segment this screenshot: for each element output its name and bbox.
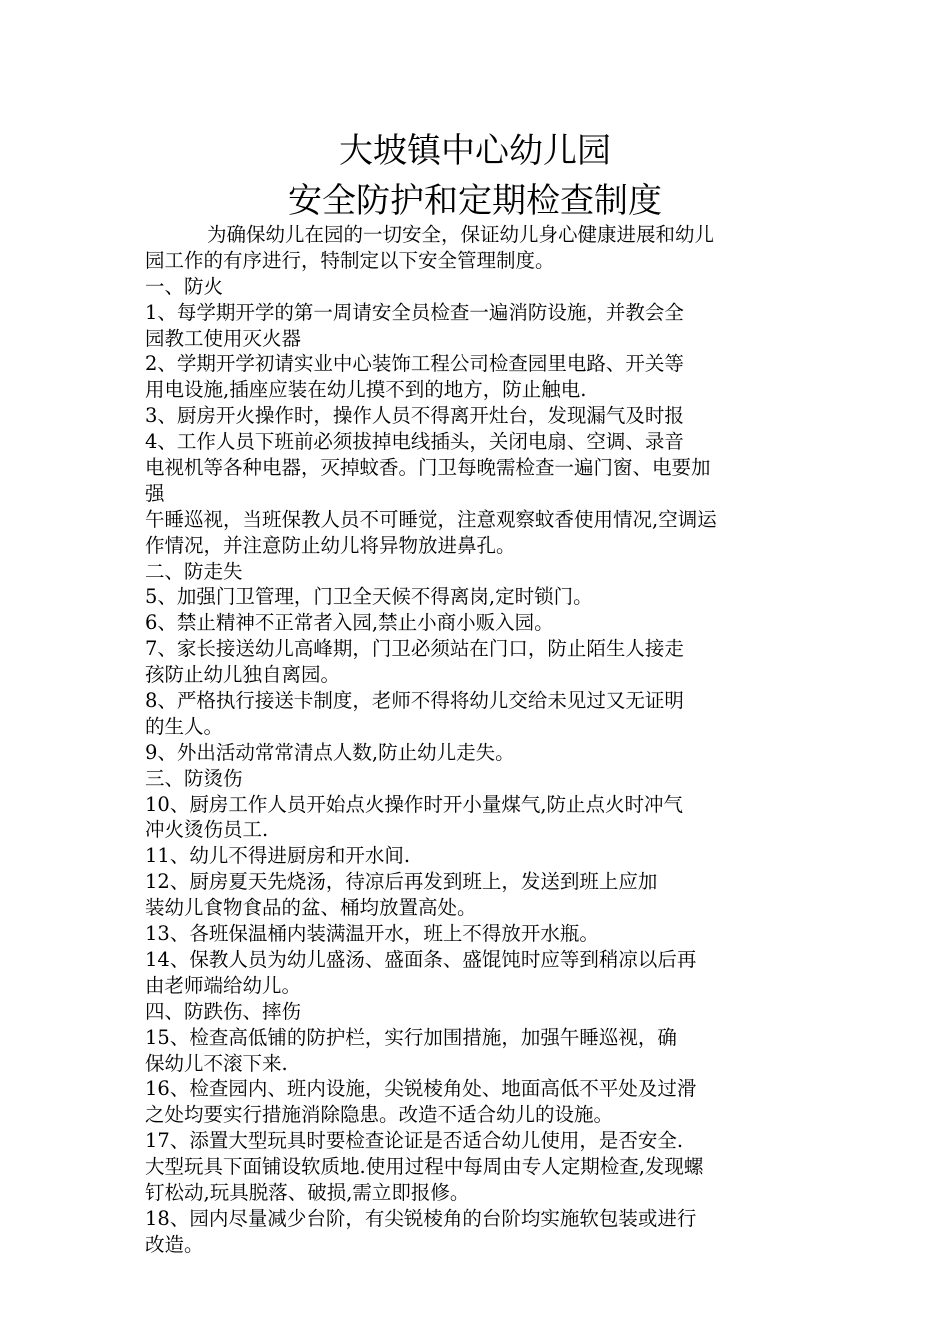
section-heading: 三、防烫伤: [145, 766, 243, 790]
rule-item-line: 大型玩具下面铺设软质地.使用过程中每周由专人定期检查,发现螺: [145, 1155, 704, 1179]
rule-item-line: 15、检查高低铺的防护栏，实行加围措施，加强午睡巡视，确: [145, 1025, 677, 1049]
rule-item-line: 的生人。: [145, 714, 224, 738]
rule-item-line: 18、园内尽量减少台阶，有尖锐棱角的台阶均实施软包装或进行: [145, 1206, 697, 1230]
rule-item-line: 作情况，并注意防止幼儿将异物放进鼻孔。: [145, 533, 516, 557]
rule-item-line: 午睡巡视，当班保教人员不可睡觉，注意观察蚊香使用情况,空调运: [145, 507, 717, 531]
document-body: [145, 222, 835, 1258]
rule-item-line: 改造。: [145, 1232, 204, 1256]
rule-item-line: 电视机等各种电器，灭掉蚊香。门卫每晚需检查一遍门窗、电要加: [145, 456, 711, 480]
rule-item-line: 7、家长接送幼儿高峰期，门卫必须站在门口，防止陌生人接走: [145, 637, 684, 661]
rule-item-line: 冲火烫伤员工.: [145, 818, 269, 842]
rule-item-line: 11、幼儿不得进厨房和开水间.: [145, 844, 411, 868]
document-title: 大坡镇中心幼儿园: [339, 131, 611, 171]
rule-item-line: 装幼儿食物食品的盆、桶均放置高处。: [145, 896, 477, 920]
document-subtitle: 安全防护和定期检查制度: [288, 181, 662, 221]
section-heading: 二、防走失: [145, 559, 243, 583]
rule-item-line: 13、各班保温桶内装满温开水，班上不得放开水瓶。: [145, 922, 599, 946]
rule-item-line: 由老师端给幼儿。: [145, 973, 302, 997]
rule-item-line: 园教工使用灭火器: [145, 326, 302, 350]
rule-item-line: 4、工作人员下班前必须拔掉电线插头，关闭电扇、空调、录音: [145, 430, 684, 454]
paragraph-line: 园工作的有序进行，特制定以下安全管理制度。: [145, 248, 555, 272]
rule-item-line: 10、厨房工作人员开始点火操作时开小量煤气,防止点火时冲气: [145, 792, 684, 816]
rule-item-line: 16、检查园内、班内设施，尖锐棱角处、地面高低不平处及过滑: [145, 1077, 697, 1101]
rule-item-line: 强: [145, 481, 165, 505]
section-heading: 四、防跌伤、摔伤: [145, 999, 302, 1023]
rule-item-line: 用电设施,插座应装在幼儿摸不到的地方，防止触电.: [145, 378, 587, 402]
paragraph-line: 为确保幼儿在园的一切安全，保证幼儿身心健康进展和幼儿: [207, 223, 715, 246]
section-heading: 一、防火: [145, 274, 224, 298]
rule-item-line: 17、添置大型玩具时要检查论证是否适合幼儿使用，是否安全.: [145, 1129, 684, 1153]
rule-item-line: 2、学期开学初请实业中心装饰工程公司检查园里电路、开关等: [145, 352, 684, 376]
rule-item-line: 6、禁止精神不正常者入园,禁止小商小贩入园。: [145, 611, 554, 635]
rule-item-line: 5、加强门卫管理，门卫全天候不得离岗,定时锁门。: [145, 585, 593, 609]
rule-item-line: 9、外出活动常常清点人数,防止幼儿走失。: [145, 740, 515, 764]
rule-item-line: 14、保教人员为幼儿盛汤、盛面条、盛馄饨时应等到稍凉以后再: [145, 947, 697, 971]
rule-item-line: 孩防止幼儿独自离园。: [145, 663, 341, 687]
rule-item-line: 保幼儿不滚下来.: [145, 1051, 288, 1075]
rule-item-line: 钉松动,玩具脱落、破损,需立即报修。: [145, 1180, 470, 1204]
rule-item-line: 1、每学期开学的第一周请安全员检查一遍消防设施，并教会全: [145, 300, 684, 324]
rule-item-line: 12、厨房夏天先烧汤，待凉后再发到班上，发送到班上应加: [145, 870, 658, 894]
rule-item-line: 3、厨房开火操作时，操作人员不得离开灶台，发现漏气及时报: [145, 404, 684, 428]
rule-item-line: 之处均要实行措施消除隐患。改造不适合幼儿的设施。: [145, 1103, 614, 1127]
rule-item-line: 8、严格执行接送卡制度，老师不得将幼儿交给未见过又无证明: [145, 689, 684, 713]
